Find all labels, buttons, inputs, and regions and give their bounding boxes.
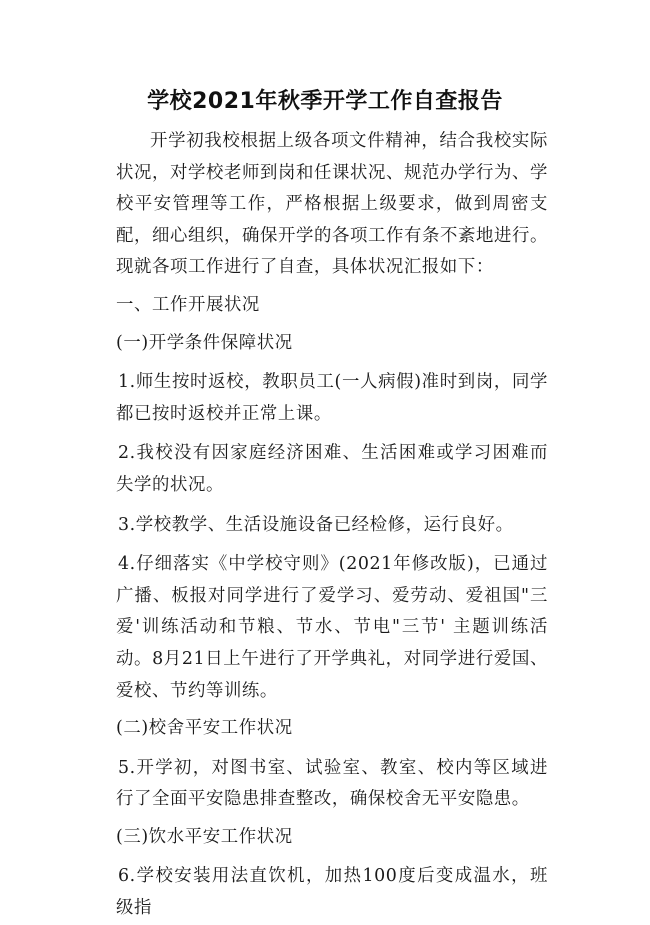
- list-item-5: 5.开学初，对图书室、试验室、教室、校内等区域进行了全面平安隐患排查整改，确保校舍无平安隐患。: [116, 757, 548, 810]
- subsection-heading-1: (一)开学条件保障状况: [116, 332, 293, 353]
- intro-paragraph: 开学初我校根据上级各项文件精神，结合我校实际状况，对学校老师到岗和任课状况、规范办学行为、学校平安管理等工作，严格根据上级要求，做到周密支配，细心组织，确保开学的各项工作有条不紊地进行。现就各项工作进行了自查，具体状况汇报如下：: [116, 131, 548, 278]
- list-item-4: 4.仔细落实《中学校守则》(2021年修改版)，已通过广播、板报对同学进行了爱学习、爱劳动、爱祖国"三爱'训练活动和节粮、节水、节电"三节' 主题训练活动。8月21日上午进行了开学典礼，对同学进行爱国、爱校、节约等训练。: [116, 554, 548, 701]
- document-body: [116, 126, 548, 925]
- section-heading-1: 一、工作开展状况: [116, 294, 260, 315]
- subsection-heading-3: (三)饮水平安工作状况: [116, 826, 293, 847]
- list-item-3: 3.学校教学、生活设施设备已经检修，运行良好。: [118, 514, 514, 535]
- list-item-1: 1.师生按时返校，教职员工(一人病假)准时到岗，同学都已按时返校并正常上课。: [116, 372, 548, 424]
- subsection-heading-2: (二)校舍平安工作状况: [116, 718, 293, 739]
- list-item-2: 2.我校没有因家庭经济困难、生活困难或学习困难而失学的状况。: [116, 443, 548, 495]
- document-title: 学校2021年秋季开学工作自查报告: [147, 89, 503, 114]
- list-item-6: 6.学校安装用法直饮机，加热100度后变成温水，班级指: [116, 866, 548, 919]
